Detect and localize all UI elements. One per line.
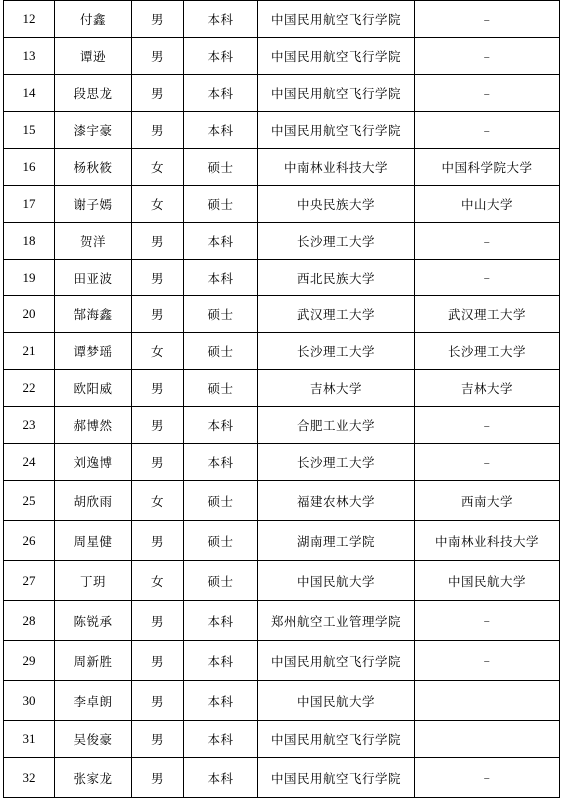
cell-degree: 硕士 <box>184 370 258 407</box>
cell-school: 长沙理工大学 <box>258 444 415 481</box>
cell-name: 谢子嫣 <box>55 186 132 223</box>
table-row <box>4 444 560 481</box>
cell-graduate-school: 中国科学院大学 <box>415 149 560 186</box>
table-row <box>4 112 560 149</box>
cell-degree: 硕士 <box>184 149 258 186</box>
cell-number: 31 <box>4 721 55 758</box>
cell-gender: 男 <box>132 75 184 112</box>
cell-degree: 硕士 <box>184 186 258 223</box>
cell-graduate-school: 中国民航大学 <box>415 561 560 601</box>
cell-name: 郝博然 <box>55 407 132 444</box>
cell-gender: 男 <box>132 296 184 333</box>
cell-school: 中国民用航空飞行学院 <box>258 112 415 149</box>
cell-degree: 本科 <box>184 681 258 721</box>
cell-name: 张家龙 <box>55 758 132 798</box>
cell-graduate-school: – <box>415 1 560 38</box>
cell-gender: 男 <box>132 370 184 407</box>
cell-gender: 男 <box>132 641 184 681</box>
cell-name: 欧阳威 <box>55 370 132 407</box>
cell-gender: 男 <box>132 444 184 481</box>
cell-school: 长沙理工大学 <box>258 333 415 370</box>
cell-number: 24 <box>4 444 55 481</box>
cell-name: 田亚波 <box>55 260 132 296</box>
table-row <box>4 370 560 407</box>
cell-name: 谭逊 <box>55 38 132 75</box>
cell-name: 胡欣雨 <box>55 481 132 521</box>
table-row <box>4 296 560 333</box>
cell-graduate-school: – <box>415 112 560 149</box>
cell-school: 中国民用航空飞行学院 <box>258 721 415 758</box>
cell-school: 福建农林大学 <box>258 481 415 521</box>
cell-gender: 男 <box>132 681 184 721</box>
cell-school: 中国民用航空飞行学院 <box>258 75 415 112</box>
cell-degree: 本科 <box>184 444 258 481</box>
cell-name: 吴俊豪 <box>55 721 132 758</box>
cell-degree: 硕士 <box>184 521 258 561</box>
cell-number: 26 <box>4 521 55 561</box>
cell-graduate-school: 西南大学 <box>415 481 560 521</box>
cell-number: 20 <box>4 296 55 333</box>
cell-number: 12 <box>4 1 55 38</box>
cell-number: 29 <box>4 641 55 681</box>
cell-number: 15 <box>4 112 55 149</box>
cell-graduate-school: – <box>415 407 560 444</box>
cell-gender: 男 <box>132 223 184 260</box>
table-row <box>4 721 560 758</box>
cell-school: 武汉理工大学 <box>258 296 415 333</box>
cell-number: 14 <box>4 75 55 112</box>
cell-name: 郜海鑫 <box>55 296 132 333</box>
cell-graduate-school: – <box>415 641 560 681</box>
cell-graduate-school: – <box>415 758 560 798</box>
cell-gender: 女 <box>132 561 184 601</box>
cell-school: 中央民族大学 <box>258 186 415 223</box>
roster-table <box>3 0 560 798</box>
cell-name: 漆宇豪 <box>55 112 132 149</box>
cell-number: 28 <box>4 601 55 641</box>
cell-name: 陈锐承 <box>55 601 132 641</box>
cell-gender: 女 <box>132 149 184 186</box>
cell-name: 段思龙 <box>55 75 132 112</box>
cell-name: 贺洋 <box>55 223 132 260</box>
cell-degree: 硕士 <box>184 333 258 370</box>
cell-school: 西北民族大学 <box>258 260 415 296</box>
cell-degree: 本科 <box>184 721 258 758</box>
table-row <box>4 481 560 521</box>
table-row <box>4 681 560 721</box>
table-row <box>4 1 560 38</box>
cell-gender: 男 <box>132 758 184 798</box>
cell-gender: 女 <box>132 481 184 521</box>
cell-number: 17 <box>4 186 55 223</box>
cell-school: 合肥工业大学 <box>258 407 415 444</box>
cell-gender: 男 <box>132 38 184 75</box>
table-row <box>4 521 560 561</box>
cell-degree: 硕士 <box>184 561 258 601</box>
cell-degree: 本科 <box>184 112 258 149</box>
cell-school: 湖南理工学院 <box>258 521 415 561</box>
cell-graduate-school: 吉林大学 <box>415 370 560 407</box>
cell-graduate-school: – <box>415 444 560 481</box>
table-row <box>4 561 560 601</box>
cell-degree: 本科 <box>184 75 258 112</box>
cell-number: 25 <box>4 481 55 521</box>
cell-graduate-school: 长沙理工大学 <box>415 333 560 370</box>
table-row <box>4 601 560 641</box>
cell-number: 22 <box>4 370 55 407</box>
cell-school: 中国民航大学 <box>258 561 415 601</box>
cell-name: 付鑫 <box>55 1 132 38</box>
cell-graduate-school: 中山大学 <box>415 186 560 223</box>
cell-degree: 本科 <box>184 407 258 444</box>
cell-graduate-school <box>415 681 560 721</box>
cell-school: 郑州航空工业管理学院 <box>258 601 415 641</box>
cell-gender: 男 <box>132 260 184 296</box>
table-row <box>4 641 560 681</box>
cell-school: 长沙理工大学 <box>258 223 415 260</box>
cell-degree: 硕士 <box>184 296 258 333</box>
cell-gender: 男 <box>132 112 184 149</box>
cell-gender: 男 <box>132 721 184 758</box>
table-row <box>4 407 560 444</box>
cell-degree: 本科 <box>184 641 258 681</box>
cell-school: 中国民航大学 <box>258 681 415 721</box>
cell-name: 周新胜 <box>55 641 132 681</box>
cell-number: 30 <box>4 681 55 721</box>
cell-degree: 本科 <box>184 260 258 296</box>
table-row <box>4 223 560 260</box>
cell-number: 19 <box>4 260 55 296</box>
roster-table-body <box>4 1 560 798</box>
cell-graduate-school: – <box>415 75 560 112</box>
cell-number: 32 <box>4 758 55 798</box>
cell-gender: 女 <box>132 333 184 370</box>
cell-number: 21 <box>4 333 55 370</box>
table-row <box>4 38 560 75</box>
cell-number: 27 <box>4 561 55 601</box>
cell-graduate-school: – <box>415 38 560 75</box>
cell-gender: 男 <box>132 601 184 641</box>
cell-degree: 本科 <box>184 758 258 798</box>
cell-number: 16 <box>4 149 55 186</box>
cell-school: 吉林大学 <box>258 370 415 407</box>
table-row <box>4 75 560 112</box>
cell-graduate-school: 武汉理工大学 <box>415 296 560 333</box>
cell-gender: 女 <box>132 186 184 223</box>
cell-degree: 硕士 <box>184 481 258 521</box>
cell-graduate-school <box>415 721 560 758</box>
cell-name: 周星健 <box>55 521 132 561</box>
cell-name: 杨秋筱 <box>55 149 132 186</box>
cell-gender: 男 <box>132 521 184 561</box>
cell-degree: 本科 <box>184 223 258 260</box>
cell-number: 18 <box>4 223 55 260</box>
cell-graduate-school: – <box>415 223 560 260</box>
cell-gender: 男 <box>132 407 184 444</box>
cell-graduate-school: – <box>415 601 560 641</box>
cell-degree: 本科 <box>184 601 258 641</box>
cell-school: 中国民用航空飞行学院 <box>258 641 415 681</box>
cell-name: 刘逸博 <box>55 444 132 481</box>
cell-school: 中南林业科技大学 <box>258 149 415 186</box>
cell-school: 中国民用航空飞行学院 <box>258 1 415 38</box>
cell-degree: 本科 <box>184 38 258 75</box>
cell-gender: 男 <box>132 1 184 38</box>
cell-name: 谭梦瑶 <box>55 333 132 370</box>
table-row <box>4 186 560 223</box>
cell-graduate-school: – <box>415 260 560 296</box>
cell-number: 23 <box>4 407 55 444</box>
table-row <box>4 758 560 798</box>
table-row <box>4 260 560 296</box>
table-row <box>4 333 560 370</box>
cell-number: 13 <box>4 38 55 75</box>
cell-graduate-school: 中南林业科技大学 <box>415 521 560 561</box>
cell-degree: 本科 <box>184 1 258 38</box>
cell-name: 丁玥 <box>55 561 132 601</box>
table-row <box>4 149 560 186</box>
cell-school: 中国民用航空飞行学院 <box>258 38 415 75</box>
cell-name: 李卓朗 <box>55 681 132 721</box>
cell-school: 中国民用航空飞行学院 <box>258 758 415 798</box>
